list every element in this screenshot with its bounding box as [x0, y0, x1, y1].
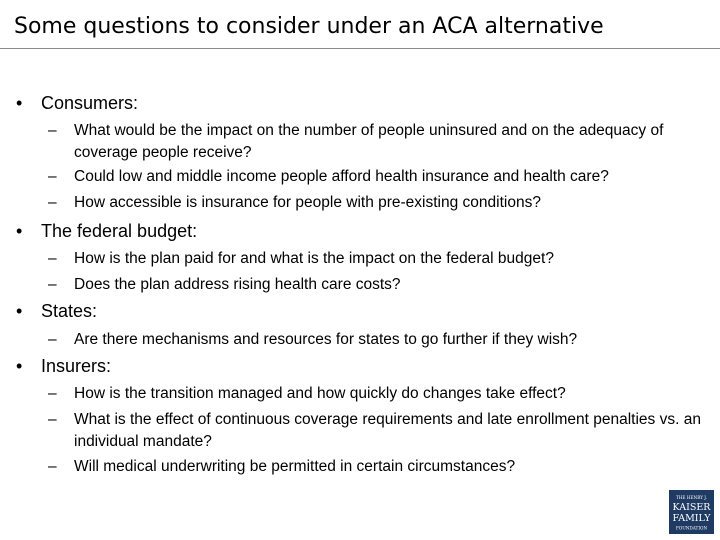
bullet-states	[16, 300, 97, 322]
dash-marker: –	[48, 331, 57, 348]
list-item-text: Does the plan address rising health care costs?	[74, 276, 401, 293]
dash-marker: –	[48, 250, 57, 267]
kaiser-family-foundation-logo	[669, 490, 714, 534]
bullet-marker: •	[16, 93, 23, 113]
dash-marker: –	[48, 385, 57, 402]
list-item	[48, 248, 708, 270]
list-item	[48, 456, 708, 478]
dash-marker: –	[48, 458, 57, 475]
list-item-text: Are there mechanisms and resources for states to go further if they wish?	[74, 331, 578, 348]
logo-line-3: FAMILY	[672, 513, 711, 524]
bullet-marker: •	[16, 301, 23, 321]
bullet-consumers	[16, 92, 138, 114]
list-item	[48, 383, 708, 405]
list-item	[48, 409, 708, 453]
list-item-text: How accessible is insurance for people with pre-existing conditions?	[74, 194, 541, 211]
slide-title: Some questions to consider under an ACA alternative	[14, 14, 604, 39]
list-item	[48, 192, 708, 214]
list-item	[48, 274, 708, 296]
list-item-text: How is the plan paid for and what is the impact on the federal budget?	[74, 250, 554, 267]
list-item-text: What would be the impact on the number of people uninsured and on the adequacy of coverage people receive?	[74, 122, 664, 161]
dash-marker: –	[48, 168, 57, 185]
logo-line-4: FOUNDATION	[675, 525, 708, 531]
list-item	[48, 329, 708, 351]
logo-line-1: THE HENRY J.	[675, 495, 708, 500]
dash-marker: –	[48, 194, 57, 211]
section-label: Insurers:	[41, 356, 112, 376]
dash-marker: –	[48, 411, 57, 428]
list-item-text: Could low and middle income people afford health insurance and health care?	[74, 168, 609, 185]
bullet-insurers	[16, 355, 111, 377]
list-item-text: What is the effect of continuous coverage requirements and late enrollment penalties vs. an individual mandate?	[74, 411, 701, 450]
list-item-text: Will medical underwriting be permitted in certain circumstances?	[74, 458, 516, 475]
dash-marker: –	[48, 122, 57, 139]
bullet-marker: •	[16, 356, 23, 376]
section-label: Consumers:	[41, 93, 139, 113]
list-item	[48, 120, 708, 164]
list-item	[48, 166, 708, 188]
list-item-text: How is the transition managed and how quickly do changes take effect?	[74, 385, 566, 402]
logo-line-2: KAISER	[672, 502, 711, 513]
title-divider	[0, 48, 720, 49]
section-label: States:	[41, 301, 98, 321]
dash-marker: –	[48, 276, 57, 293]
bullet-marker: •	[16, 221, 23, 241]
bullet-federal-budget	[16, 220, 197, 242]
logo-wordmark	[669, 490, 714, 534]
section-label: The federal budget:	[41, 221, 198, 241]
